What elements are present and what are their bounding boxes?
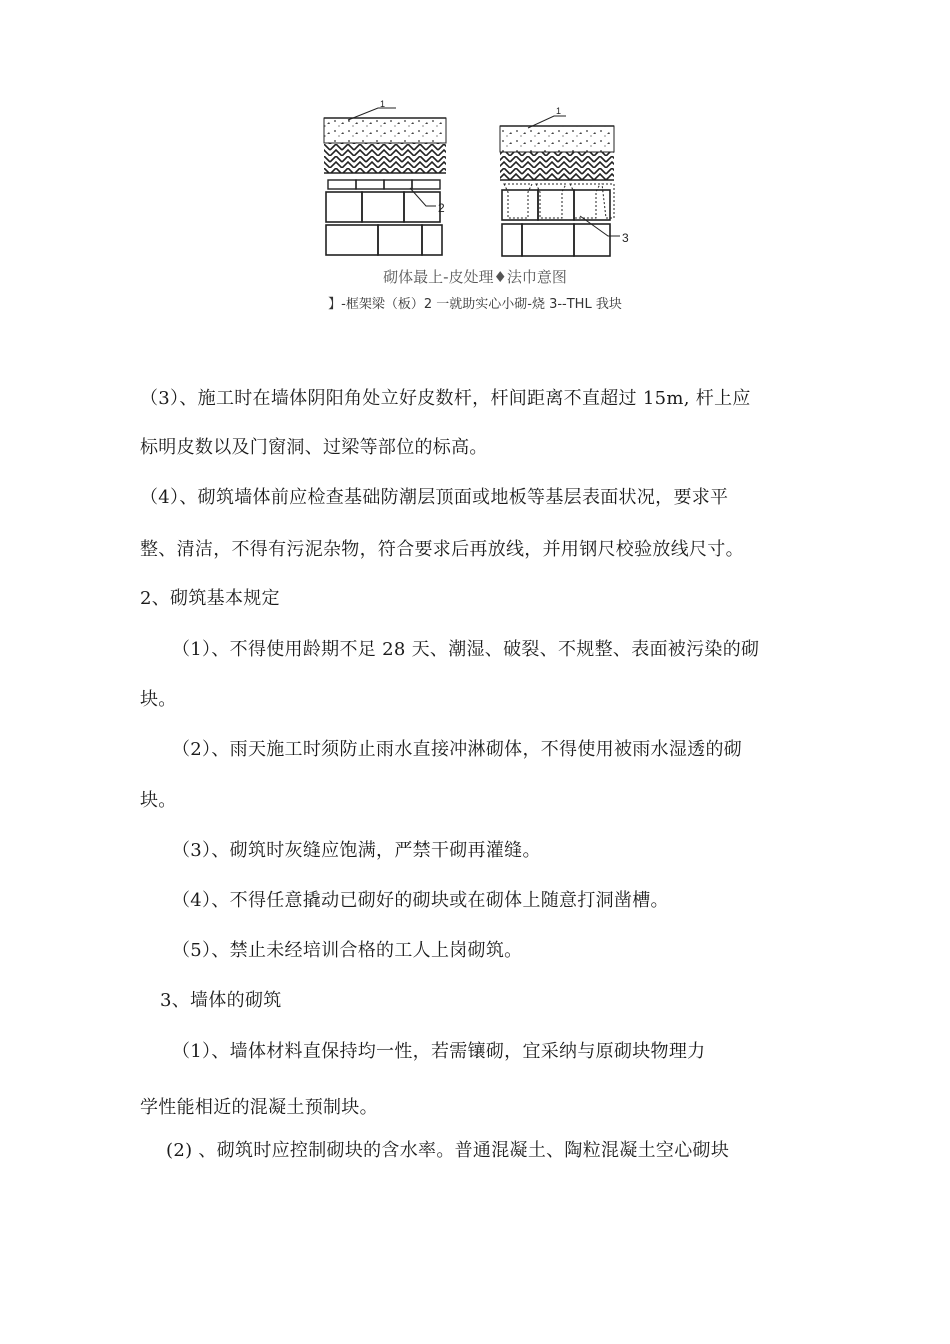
figure-label-2: 2 [438,201,445,215]
section-heading-3: 3、墙体的砌筑 [160,990,282,1011]
paragraph-line: 标明皮数以及门窗洞、过梁等部位的标高。 [140,437,488,458]
paragraph-line: （3）、施工时在墙体阴阳角处立好皮数杆，杆间距离不直超过 15m, 杆上应 [140,388,751,409]
paragraph-line: 学性能相近的混凝土预制块。 [140,1097,378,1118]
figure-label-1-right: 1 [556,106,562,116]
figure-caption-title: 砌体最上-皮处理♦法巾意图 [383,268,567,286]
section-heading-2: 2、砌筑基本规定 [140,588,280,609]
paragraph-line: （1）、不得使用龄期不足 28 天、潮湿、破裂、不规整、表面被污染的砌 [172,639,760,660]
paragraph-line: （5）、禁止未经培训合格的工人上岗砌筑。 [172,940,523,961]
paragraph-line: (2) 、砌筑时应控制砌块的含水率。普通混凝土、陶粒混凝土空心砌块 [166,1140,730,1161]
paragraph-line: （1）、墙体材料直保持均一性，若需镶砌，宜采纳与原砌块物理力 [172,1041,706,1062]
figure-label-3: 3 [622,231,629,245]
figure-label-1-left: 1 [380,99,386,109]
masonry-top-course-figure [318,99,638,258]
figure-caption-legend: 】-框架梁（板）2 一就助实心小砌-烧 3--THL 我块 [328,297,622,312]
right-detail-drawing [500,106,629,256]
left-detail-drawing [324,99,446,255]
paragraph-line: 块。 [140,790,177,811]
paragraph-line: （3）、砌筑时灰缝应饱满，严禁干砌再灌缝。 [172,840,541,861]
paragraph-line: （2）、雨天施工时须防止雨水直接冲淋砌体，不得使用被雨水湿透的砌 [172,739,743,760]
masonry-diagram [318,99,638,258]
paragraph-line: （4）、砌筑墙体前应检查基础防潮层顶面或地板等基层表面状况，要求平 [140,487,729,508]
paragraph-line: 整、清洁，不得有污泥杂物，符合要求后再放线，并用钢尺校验放线尺寸。 [140,539,744,560]
paragraph-line: （4）、不得任意撬动已砌好的砌块或在砌体上随意打洞凿槽。 [172,890,669,911]
paragraph-line: 块。 [140,689,177,710]
